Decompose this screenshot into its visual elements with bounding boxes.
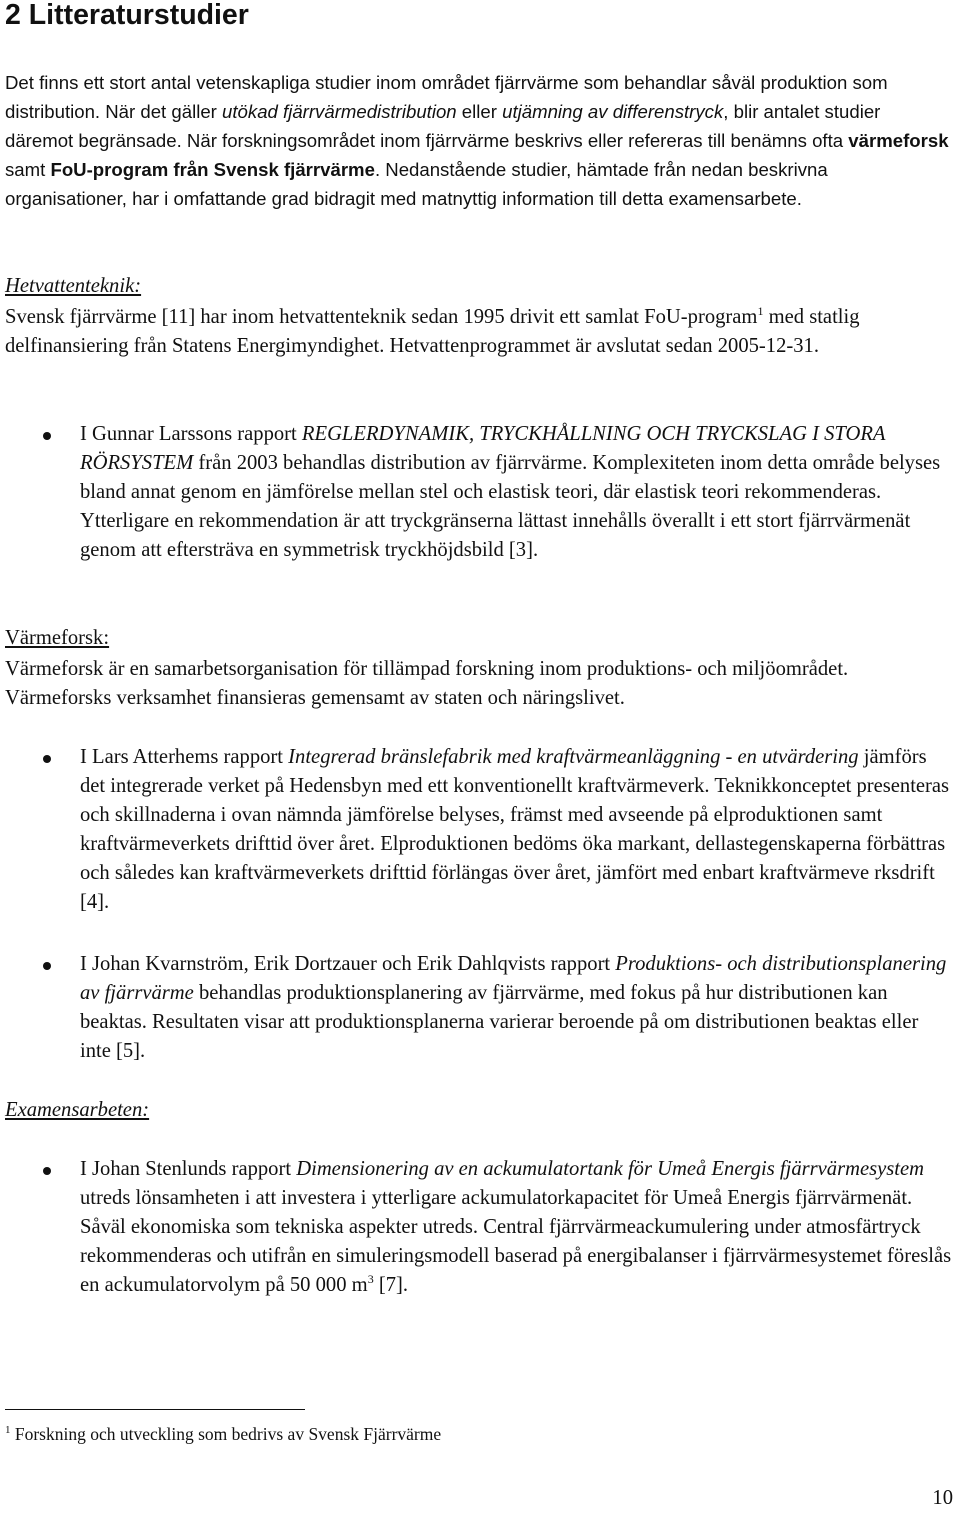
footnote-text: Forskning och utveckling som bedrivs av Svensk Fjärrvärme — [10, 1424, 442, 1444]
examensarbeten-title: Examensarbeten: — [5, 1099, 150, 1121]
report-title: Dimensionering av en ackumulatortank för Umeå Energis fjärrvärmesystem — [296, 1158, 925, 1180]
list-item — [5, 950, 953, 1066]
bullet-text: [7]. — [373, 1274, 408, 1296]
bullet-text: I Gunnar Larssons rapport — [80, 423, 302, 445]
intro-bold: värmeforsk — [848, 130, 949, 151]
section-heading: 2 Litteraturstudier — [5, 0, 249, 31]
intro-text: Det finns ett stort antal vetenskapliga studier inom området fjärrvärme som behandlar såväl produktion som distribution. När det gäller — [5, 72, 888, 122]
report-title: Integrerad bränslefabrik med kraftvärmeanläggning - en utvärdering — [288, 746, 859, 768]
footnote — [5, 1422, 441, 1446]
superscript: 3 — [367, 1272, 374, 1286]
intro-italic: utökad fjärrvärmedistribution — [222, 101, 457, 122]
hetvattenteknik-paragraph — [5, 303, 953, 361]
intro-text: samt — [5, 159, 51, 180]
intro-text: , blir antalet studier däremot begränsade. När forskningsområdet inom fjärrvärme beskrivs eller refereras till benämns ofta — [5, 101, 881, 151]
intro-bold: FoU-program från Svensk fjärrvärme — [50, 159, 375, 180]
intro-italic: utjämning av differenstryck — [502, 101, 724, 122]
varmeforsk-title: Värmeforsk: — [5, 627, 110, 649]
report-title: Produktions- och distributionsplanering av fjärrvärme — [80, 953, 947, 1004]
list-item — [5, 743, 953, 917]
bullet-text: behandlas produktionsplanering av fjärrvärme, med fokus på hur distributionen kan beaktas. Resultaten visar att produktionsplanerna varierar beroende på om distributionen beaktas eller inte [5]. — [80, 982, 919, 1062]
hetvattenteknik-title: Hetvattenteknik: — [5, 275, 142, 297]
page-number: 10 — [932, 1487, 953, 1509]
hetvatten-text: Svensk fjärrvärme [11] har inom hetvattenteknik sedan 1995 drivit ett samlat FoU-program — [5, 306, 758, 328]
intro-text: . Nedanstående studier, hämtade från nedan beskrivna organisationer, har i omfattande grad bidragit med matnyttig information till detta examensarbete. — [5, 159, 828, 209]
bullet-text: I Johan Stenlunds rapport — [80, 1158, 297, 1180]
bullet-icon — [43, 755, 51, 763]
list-item — [5, 1155, 953, 1300]
bullet-text: från 2003 behandlas distribution av fjärrvärme. Komplexiteten inom detta område belyses bland annat genom en jämförelse mellan stel och elastisk teori, där elastisk teori rekommenderas. Ytterligare en rekommendation är att tryckgränserna lättast innehålls överallt i ett stort fjärrvärmenät genom att eftersträva en symmetrisk tryckhöjdsbild [3]. — [80, 452, 941, 561]
intro-paragraph — [5, 68, 953, 213]
bullet-text: utreds lönsamheten i att investera i ytterligare ackumulatorkapacitet för Umeå Energis fjärrvärmenät. Såväl ekonomiska som tekniska aspekter utreds. Central fjärrvärmeackumulering under atmosfärtryck rekommenderas och utifrån en simuleringsmodell baserad på energibalanser i fjärrvärmesystemet föreslås en ackumulatorvolym på 50 000 m — [80, 1187, 952, 1296]
bullet-text: I Lars Atterhems rapport — [80, 746, 289, 768]
footnote-ref: 1 — [757, 304, 764, 318]
bullet-text: jämförs det integrerade verket på Hedensbyn med ett konventionellt kraftvärmeverk. Teknikkonceptet presenteras och skillnaderna i ovan nämnda jämförelse belyses, främst med avseende på elproduktionen samt kraftvärmeverkets drifttid över året. Elproduktionen bedöms öka markant, dellastegenskaperna förbättras och således kan kraftvärmeverkets drifttid förlängas över året, jämfört med enbart kraftvärmeve rksdrift [4]. — [80, 746, 950, 913]
footnote-marker: 1 — [5, 1424, 11, 1436]
bullet-text: I Johan Kvarnström, Erik Dortzauer och Erik Dahlqvists rapport — [80, 953, 616, 975]
list-item — [5, 420, 953, 565]
bullet-icon — [43, 1167, 51, 1175]
varmeforsk-paragraph: Värmeforsk är en samarbetsorganisation för tillämpad forskning inom produktions- och miljöområdet. Värmeforsks verksamhet finansieras gemensamt av staten och näringslivet. — [5, 658, 849, 709]
bullet-icon — [43, 432, 51, 440]
bullet-icon — [43, 962, 51, 970]
footnote-divider — [5, 1409, 305, 1410]
hetvatten-text: med statlig delfinansiering från Statens Energimyndighet. Hetvattenprogrammet är avslutat sedan 2005-12-31. — [5, 306, 860, 357]
intro-text: eller — [456, 101, 503, 122]
report-title: REGLERDYNAMIK, TRYCKHÅLLNING OCH TRYCKSLAG I STORA RÖRSYSTEM — [80, 423, 886, 474]
